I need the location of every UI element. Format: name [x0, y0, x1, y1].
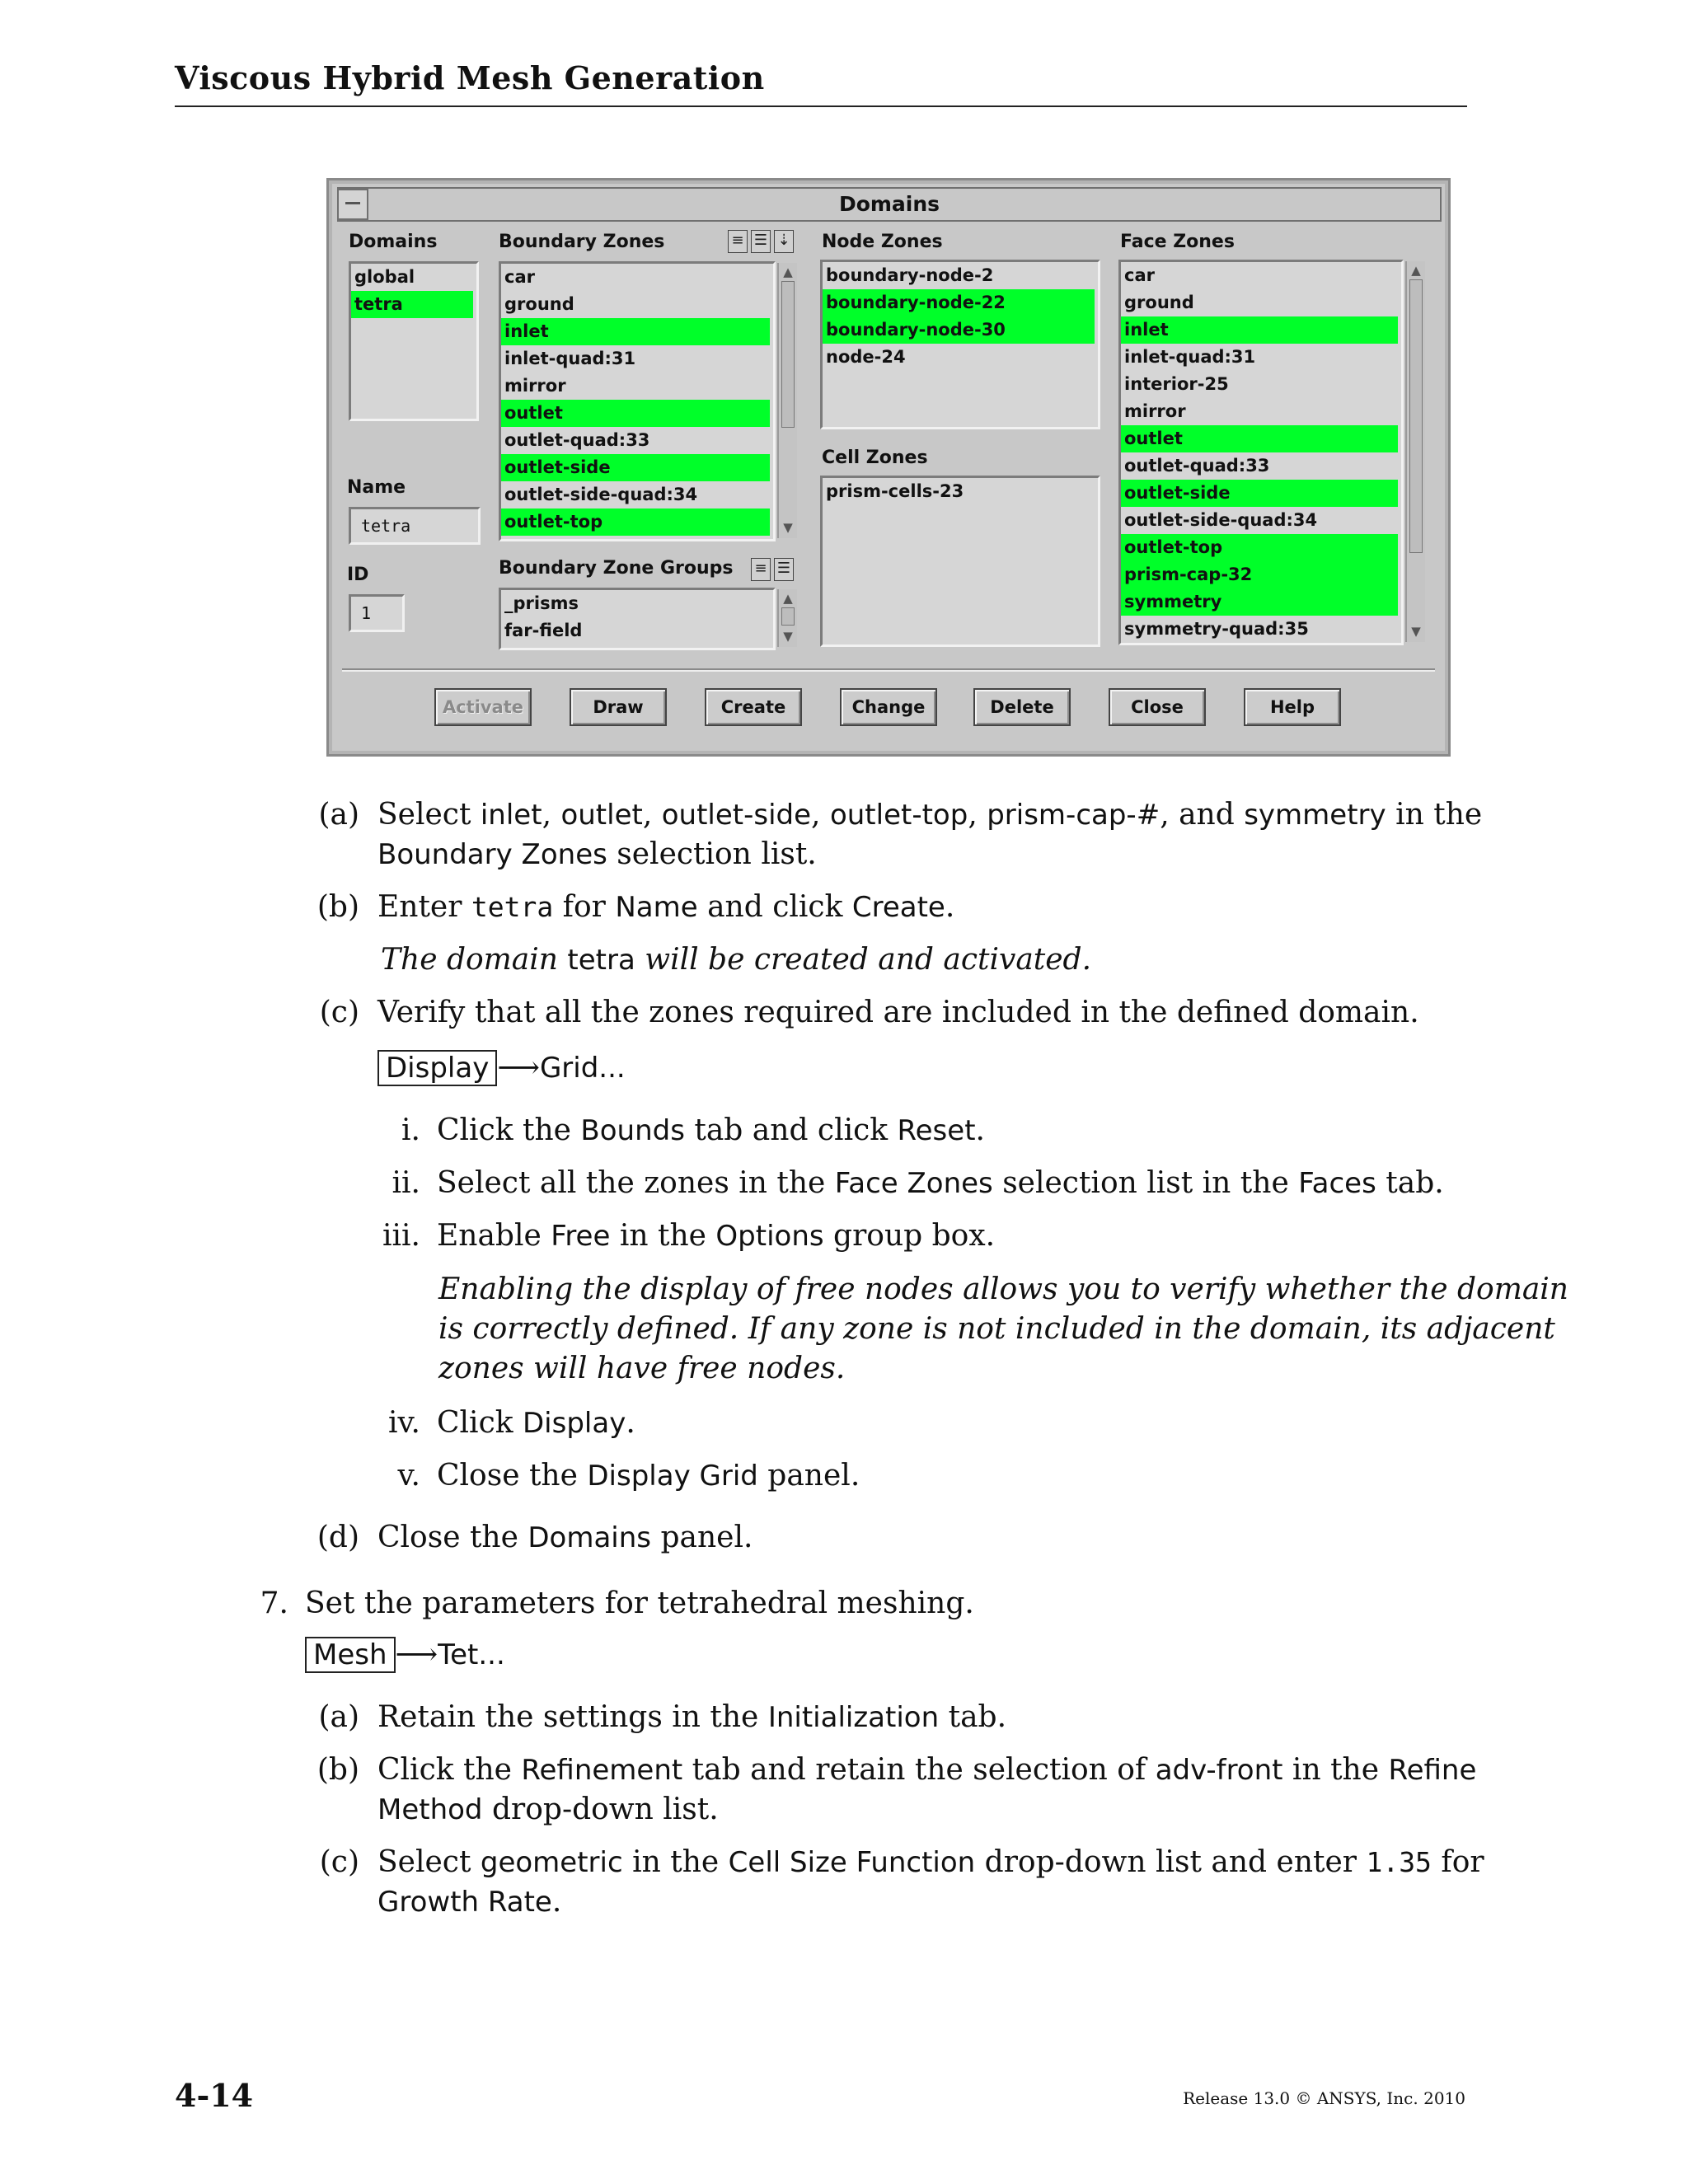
button-separator: [342, 668, 1435, 670]
step-marker: (d): [316, 1521, 359, 1554]
step-7-text: Set the parameters for tetrahedral meshing.: [305, 1586, 974, 1620]
node-zone-item[interactable]: boundary-node-2: [826, 265, 994, 285]
face-zones-scrollbar[interactable]: [1405, 261, 1425, 642]
dialog-titlebar[interactable]: [337, 187, 1442, 222]
face-zone-item[interactable]: outlet-side-quad:34: [1124, 510, 1318, 530]
running-header: Viscous Hybrid Mesh Generation: [175, 59, 765, 96]
boundary-zone-item[interactable]: outlet-quad:33: [504, 430, 650, 450]
face-zone-item[interactable]: car: [1124, 265, 1155, 285]
node-zones-list[interactable]: [820, 260, 1100, 429]
menu-path-mesh-tet: Mesh ⟶Tet...: [305, 1635, 505, 1675]
boundary-zone-item[interactable]: outlet-side: [501, 454, 770, 481]
substep-ii-text: Select all the zones in the Face Zones selection list in the Faces tab.: [437, 1166, 1444, 1200]
boundary-zone-group-item[interactable]: _prisms: [504, 593, 579, 613]
face-zone-item[interactable]: symmetry-quad:35: [1124, 619, 1309, 639]
substep-iii-note-line1: Enabling the display of free nodes allows you to verify whether the domain: [438, 1272, 1568, 1306]
change-button[interactable]: Change: [840, 688, 937, 726]
id-field: 1: [349, 594, 405, 632]
step-7a-text: Retain the settings in the Initialization tab.: [377, 1700, 1007, 1734]
step-marker: (c): [319, 996, 359, 1029]
face-zone-item[interactable]: outlet-quad:33: [1124, 456, 1270, 476]
step-7b-line2: Method drop-down list.: [377, 1793, 719, 1826]
step-marker: (c): [319, 1845, 359, 1879]
name-label: Name: [347, 477, 406, 498]
face-zone-item[interactable]: ground: [1124, 293, 1194, 312]
boundary-zones-list[interactable]: [499, 261, 776, 541]
face-zone-item[interactable]: outlet-top: [1121, 534, 1398, 561]
step-d-text: Close the Domains panel.: [377, 1521, 753, 1554]
groups-deselect-all-icon[interactable]: ☰: [774, 558, 794, 581]
scroll-up-icon[interactable]: ▲: [1411, 263, 1421, 278]
substep-marker: iii.: [382, 1219, 420, 1253]
cell-zones-label: Cell Zones: [822, 448, 928, 468]
domains-label: Domains: [349, 232, 438, 252]
boundary-zone-item[interactable]: ground: [504, 294, 574, 314]
boundary-zone-group-item[interactable]: far-field: [504, 621, 583, 640]
face-zone-item[interactable]: outlet-side: [1121, 480, 1398, 507]
domain-list-item[interactable]: tetra: [351, 291, 473, 318]
node-zones-label: Node Zones: [822, 232, 943, 252]
boundary-zone-item[interactable]: outlet-side-quad:34: [504, 485, 698, 504]
scroll-down-icon[interactable]: ▼: [1411, 624, 1421, 639]
boundary-zone-item[interactable]: inlet-quad:31: [504, 349, 636, 368]
boundary-zone-item[interactable]: outlet: [501, 400, 770, 427]
step-7b-line1: Click the Refinement tab and retain the selection of adv-front in the Refine: [377, 1753, 1477, 1787]
scroll-thumb[interactable]: [781, 607, 795, 626]
page-number: 4-14: [175, 2077, 254, 2114]
boundary-zone-item[interactable]: inlet: [501, 318, 770, 345]
face-zone-item[interactable]: symmetry: [1121, 588, 1398, 616]
create-button[interactable]: Create: [705, 688, 802, 726]
face-zone-item[interactable]: prism-cap-32: [1121, 561, 1398, 588]
name-input[interactable]: tetra: [349, 507, 481, 545]
step-c-text: Verify that all the zones required are included in the defined domain.: [377, 996, 1419, 1029]
face-zone-item[interactable]: inlet-quad:31: [1124, 347, 1256, 367]
sort-list-icon[interactable]: ⇣: [774, 230, 794, 253]
delete-button[interactable]: Delete: [973, 688, 1071, 726]
boundary-zones-label: Boundary Zones: [499, 232, 665, 252]
substep-v-text: Close the Display Grid panel.: [437, 1459, 860, 1493]
step-7c-line1: Select geometric in the Cell Size Function drop-down list and enter 1.35 for: [377, 1845, 1484, 1879]
id-label: ID: [347, 565, 369, 585]
boundary-zone-groups-label: Boundary Zone Groups: [499, 558, 734, 579]
menu-path-display-grid: Display ⟶Grid...: [377, 1048, 626, 1088]
substep-marker: iv.: [387, 1406, 420, 1440]
step-marker: (b): [316, 890, 359, 924]
step-a-line1: Select inlet, outlet, outlet-side, outlet-top, prism-cap-#, and symmetry in the: [377, 798, 1483, 832]
scroll-up-icon[interactable]: ▲: [783, 591, 793, 606]
step-b-text: Enter tetra for Name and click Create.: [377, 890, 955, 924]
select-all-icon[interactable]: ≡: [728, 230, 748, 253]
face-zones-label: Face Zones: [1120, 232, 1235, 252]
node-zone-item[interactable]: boundary-node-30: [823, 316, 1095, 344]
node-zone-item[interactable]: boundary-node-22: [823, 289, 1095, 316]
face-zone-item[interactable]: outlet: [1121, 425, 1398, 452]
cell-zones-list[interactable]: [820, 476, 1100, 647]
step-a-line2: Boundary Zones selection list.: [377, 837, 817, 871]
face-zones-list[interactable]: [1118, 260, 1404, 645]
face-zone-item[interactable]: inlet: [1121, 316, 1398, 344]
substep-marker: v.: [397, 1459, 420, 1493]
domain-list-item[interactable]: global: [354, 267, 415, 287]
step-marker: (a): [318, 798, 359, 832]
cell-zone-item[interactable]: prism-cells-23: [826, 481, 964, 501]
substep-iv-text: Click Display.: [437, 1406, 635, 1440]
substep-iii-note-line3: zones will have free nodes.: [438, 1352, 846, 1385]
scroll-thumb[interactable]: [781, 281, 795, 428]
substep-i-text: Click the Bounds tab and click Reset.: [437, 1113, 985, 1147]
boundary-zone-groups-list[interactable]: [499, 588, 776, 650]
window-menu-icon[interactable]: [337, 189, 368, 220]
deselect-all-icon[interactable]: ☰: [751, 230, 771, 253]
scroll-thumb[interactable]: [1409, 279, 1423, 553]
scroll-up-icon[interactable]: ▲: [783, 265, 793, 279]
scroll-down-icon[interactable]: ▼: [783, 629, 793, 644]
step-7c-line2: Growth Rate.: [377, 1885, 562, 1919]
activate-button[interactable]: Activate: [434, 688, 532, 726]
substep-marker: ii.: [392, 1166, 420, 1200]
header-rule: [175, 105, 1467, 107]
domains-list[interactable]: [349, 261, 479, 421]
help-button[interactable]: Help: [1244, 688, 1341, 726]
close-button[interactable]: Close: [1109, 688, 1206, 726]
boundary-zone-item[interactable]: car: [504, 267, 535, 287]
groups-select-all-icon[interactable]: ≡: [751, 558, 771, 581]
node-zone-item[interactable]: node-24: [826, 347, 906, 367]
boundary-zones-scrollbar[interactable]: [777, 263, 797, 538]
draw-button[interactable]: Draw: [570, 688, 667, 726]
step-number: 7.: [260, 1586, 288, 1620]
face-zone-item[interactable]: mirror: [1124, 401, 1186, 421]
step-marker: (a): [318, 1700, 359, 1734]
boundary-zone-item[interactable]: mirror: [504, 376, 566, 396]
dialog-title: Domains: [838, 192, 940, 216]
boundary-zone-item[interactable]: outlet-top: [501, 509, 770, 536]
groups-scrollbar[interactable]: [777, 589, 797, 647]
step-marker: (b): [316, 1753, 359, 1787]
release-note: Release 13.0 © ANSYS, Inc. 2010: [1183, 2088, 1465, 2108]
domains-dialog: [326, 178, 1451, 757]
face-zone-item[interactable]: interior-25: [1124, 374, 1229, 394]
substep-iii-text: Enable Free in the Options group box.: [437, 1219, 996, 1253]
step-b-note: The domain tetra will be created and activated.: [381, 943, 1092, 977]
substep-iii-note-line2: is correctly defined. If any zone is not included in the domain, its adjacent: [438, 1312, 1555, 1346]
substep-marker: i.: [401, 1113, 420, 1147]
scroll-down-icon[interactable]: ▼: [783, 520, 793, 535]
